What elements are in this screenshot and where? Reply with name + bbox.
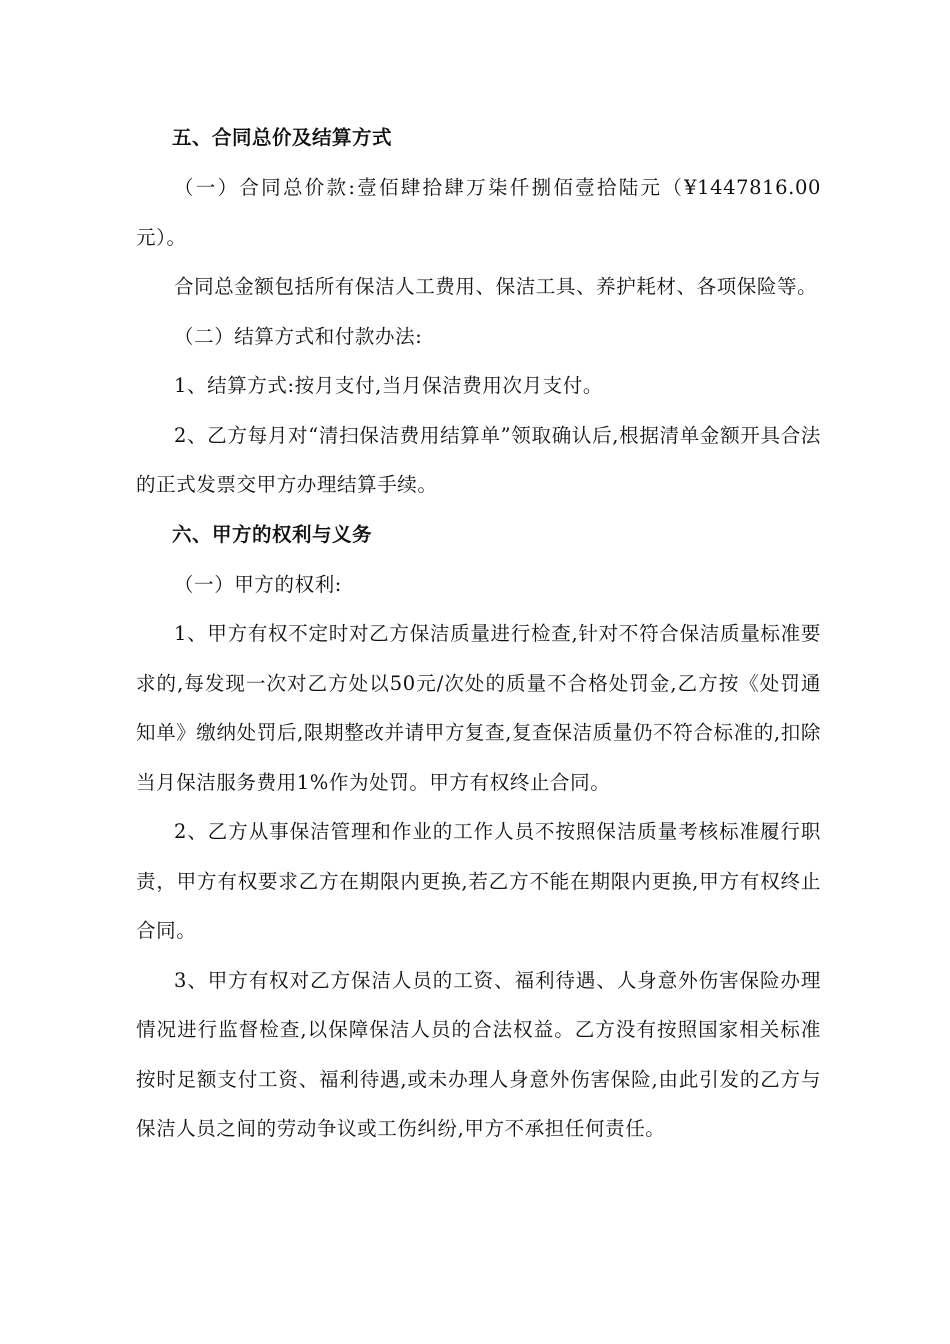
paragraph-settlement-title: （二）结算方式和付款办法: <box>174 324 423 348</box>
paragraph-right-2: 2、乙方从事保洁管理和作业的工作人员不按照保洁质量考核标准履行职责，甲方有权要求乙方在期限内更换,若乙方不能在期限内更换,甲方有权终止合同。 <box>136 820 821 942</box>
paragraph-settlement-2: 2、乙方每月对“清扫保洁费用结算单”领取确认后,根据清单金额开具合法的正式发票交甲方办理结算手续。 <box>136 423 821 496</box>
paragraph-rights-title: （一）甲方的权利: <box>174 572 342 596</box>
paragraph-right-3: 3、甲方有权对乙方保洁人员的工资、福利待遇、人身意外伤害保险办理情况进行监督检查,以保障保洁人员的合法权益。乙方没有按照国家相关标准按时足额支付工资、福利待遇,或未办理人身意外伤害保险,由此引发的乙方与保洁人员之间的劳动争议或工伤纠纷,甲方不承担任何责任。 <box>136 968 821 1140</box>
section-heading-6: 六、甲方的权利与义务 <box>172 522 373 546</box>
paragraph-settlement-1: 1、结算方式:按月支付,当月保洁费用次月支付。 <box>174 374 603 397</box>
section-heading-5: 五、合同总价及结算方式 <box>172 126 393 149</box>
paragraph-price-includes: 合同总金额包括所有保洁人工费用、保洁工具、养护耗材、各项保险等。 <box>174 275 818 298</box>
paragraph-total-price: （一）合同总价款:壹佰肆拾肆万柒仟捌佰壹拾陆元（¥1447816.00元）。 <box>136 176 821 249</box>
document-body <box>136 113 821 1154</box>
paragraph-right-1: 1、甲方有权不定时对乙方保洁质量进行检查,针对不符合保洁质量标准要求的,每发现一次对乙方处以50元/次处的质量不合格处罚金,乙方按《处罚通知单》缴纳处罚后,限期整改并请甲方复查,复查保洁质量仍不符合标准的,扣除当月保洁服务费用1%作为处罚。甲方有权终止合同。 <box>136 622 821 794</box>
